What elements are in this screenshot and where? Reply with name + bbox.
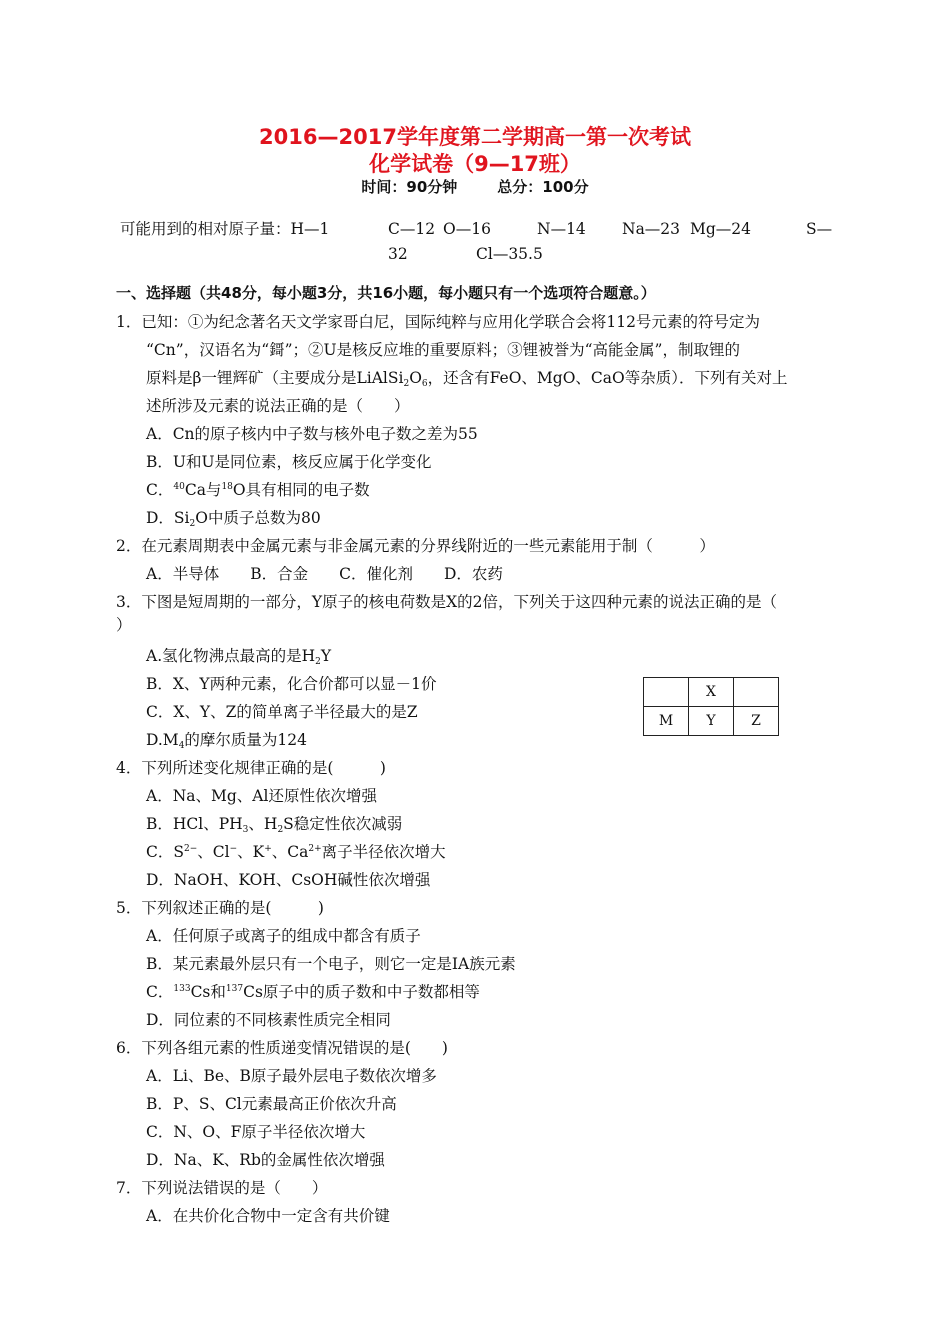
q5-c-sup2: 137 [225, 984, 244, 994]
q6-stem: 6．下列各组元素的性质递变情况错误的是( ) [116, 1039, 448, 1057]
table-cell-z: Z [734, 707, 779, 736]
q4-c-sup4: 2+ [308, 844, 322, 854]
table-cell [734, 678, 779, 707]
q1-line3-sub: 2 [403, 379, 410, 389]
q3-option-d [146, 729, 307, 751]
q1-stem-line2: “Cn”，汉语名为“鎶”；②U是核反应堆的重要原料；③锂被誉为“高能金属”，制取锂的 [146, 341, 740, 359]
exam-score: 总分：100分 [497, 178, 589, 196]
atomic-mass-n: N—14 [537, 220, 586, 238]
atomic-mass-o: O—16 [443, 220, 491, 238]
table-cell-x: X [689, 678, 734, 707]
q1-d-sub: 2 [189, 519, 196, 529]
atomic-mass-s: S— [806, 220, 833, 238]
q4-c-text-e: 离子半径依次增大 [321, 843, 446, 861]
q4-b-text-c: S稳定性依次减弱 [283, 815, 403, 833]
exam-title: 2016—2017学年度第二学期高一第一次考试 [259, 125, 691, 149]
q6-option-c: C．N、O、F原子半径依次增大 [146, 1123, 366, 1141]
q1-option-b: B．U和U是同位素，核反应属于化学变化 [146, 453, 432, 471]
atomic-mass-mg: Mg—24 [690, 220, 752, 238]
q3-option-a [146, 645, 331, 667]
q3-d-text-b: 的摩尔质量为124 [184, 731, 308, 749]
atomic-mass-c: C—12 [388, 220, 436, 238]
section-heading: 一、选择题（共48分，每小题3分，共16小题，每小题只有一个选项符合题意。） [116, 284, 656, 302]
q5-stem: 5．下列叙述正确的是( ) [116, 899, 324, 917]
q4-option-c [146, 841, 446, 863]
q1-line3-sub2: 6 [421, 379, 428, 389]
q5-c-text-c: Cs原子中的质子数和中子数都相等 [243, 983, 480, 1001]
q1-stem-line4: 述所涉及元素的说法正确的是（ ） [146, 397, 410, 415]
table-row [644, 707, 779, 736]
atomic-mass-s-cont: 32 [388, 245, 408, 263]
q4-option-a: A．Na、Mg、Al还原性依次增强 [146, 787, 377, 805]
q6-option-a: A．Li、Be、B原子最外层电子数依次增多 [146, 1067, 437, 1085]
q1-option-c [146, 479, 370, 501]
q4-b-sub1: 3 [242, 825, 249, 835]
q5-option-d: D．同位素的不同核素性质完全相同 [146, 1011, 391, 1029]
q5-option-c [146, 981, 480, 1003]
q7-option-a: A．在共价化合物中一定含有共价键 [146, 1207, 390, 1225]
atomic-mass-cl: Cl—35.5 [476, 245, 543, 263]
q3-a-text: A.氢化物沸点最高的是H [146, 647, 316, 665]
q4-b-sub2: 2 [277, 825, 284, 835]
q3-a-sub: 2 [315, 657, 321, 667]
q1-stem-line1: 1．已知：①为纪念著名天文学家哥白尼，国际纯粹与应用化学联合会将112号元素的符号定为 [116, 313, 760, 331]
q3-option-c: C．X、Y、Z的简单离子半径最大的是Z [146, 703, 418, 721]
q5-option-b: B．某元素最外层只有一个电子，则它一定是ⅠA族元素 [146, 955, 516, 973]
q4-b-text: B．HCl、PH [146, 815, 243, 833]
q1-c-sup2: 18 [221, 482, 233, 492]
q1-c-text-b: Ca与 [184, 481, 222, 499]
q3-d-sub: 4 [178, 741, 185, 751]
q1-stem-line3 [146, 367, 788, 389]
q4-c-text-c: 、K [237, 843, 265, 861]
q5-c-sup1: 133 [173, 984, 191, 994]
q4-c-text-b: 、Cl [197, 843, 230, 861]
q1-d-text: D．Si [146, 509, 190, 527]
q4-b-text-b: 、H [248, 815, 278, 833]
atomic-masses-cont [120, 243, 543, 265]
q3-a-text-b: Y [320, 647, 332, 665]
q7-stem: 7．下列说法错误的是（ ） [116, 1179, 328, 1197]
table-cell-m: M [644, 707, 689, 736]
q3-stem-line1: 3．下图是短周期的一部分，Y原子的核电荷数是X的2倍，下列关于这四种元素的说法正确的是（ [116, 593, 777, 611]
q4-c-text: C．S [146, 843, 184, 861]
q1-option-d [146, 507, 321, 529]
q4-c-text-d: 、Ca [271, 843, 309, 861]
exam-time-score [0, 177, 950, 197]
q1-line3-text: 原料是β一锂辉矿（主要成分是LiAlSi [146, 369, 404, 387]
periodic-table-fragment [643, 677, 779, 736]
q1-c-text: C． [146, 481, 174, 499]
q5-c-text-b: Cs和 [190, 983, 226, 1001]
q4-c-sup2: − [229, 844, 238, 854]
q4-c-sup3: + [264, 844, 272, 854]
q3-d-text: D.M [146, 731, 179, 749]
q3-stem-line2: ） [116, 616, 132, 634]
atomic-mass-label: 可能用到的相对原子量：H—1 [120, 220, 330, 238]
q4-option-d: D．NaOH、KOH、CsOH碱性依次增强 [146, 871, 431, 889]
q4-c-sup1: 2− [183, 844, 198, 854]
q4-stem: 4．下列所述变化规律正确的是( ) [116, 759, 386, 777]
q4-option-b [146, 813, 402, 835]
q5-c-text: C． [146, 983, 174, 1001]
q3-option-b: B．X、Y两种元素，化合价都可以显－1价 [146, 675, 437, 693]
q1-line3-text-b: O [409, 369, 422, 387]
q2-stem: 2．在元素周期表中金属元素与非金属元素的分界线附近的一些元素能用于制（ ） [116, 537, 715, 555]
q5-option-a: A．任何原子或离子的组成中都含有质子 [146, 927, 421, 945]
q1-c-text-c: O具有相同的电子数 [232, 481, 370, 499]
q1-c-sup1: 40 [173, 482, 185, 492]
q1-line3-text-c: ，还含有FeO、MgO、CaO等杂质）．下列有关对上 [427, 369, 788, 387]
q1-option-a: A．Cn的原子核内中子数与核外电子数之差为55 [146, 425, 478, 443]
q2-options: A．半导体 B．合金 C．催化剂 D．农药 [146, 565, 503, 583]
table-cell [644, 678, 689, 707]
exam-time: 时间：90分钟 [361, 178, 458, 196]
table-cell-y: Y [689, 707, 734, 736]
q1-d-text-b: O中质子总数为80 [195, 509, 321, 527]
table-row [644, 678, 779, 707]
q6-option-d: D．Na、K、Rb的金属性依次增强 [146, 1151, 385, 1169]
exam-subtitle: 化学试卷（9—17班） [369, 152, 581, 176]
atomic-mass-na: Na—23 [622, 220, 681, 238]
q6-option-b: B．P、S、Cl元素最高正价依次升高 [146, 1095, 397, 1113]
atomic-masses [120, 218, 840, 240]
